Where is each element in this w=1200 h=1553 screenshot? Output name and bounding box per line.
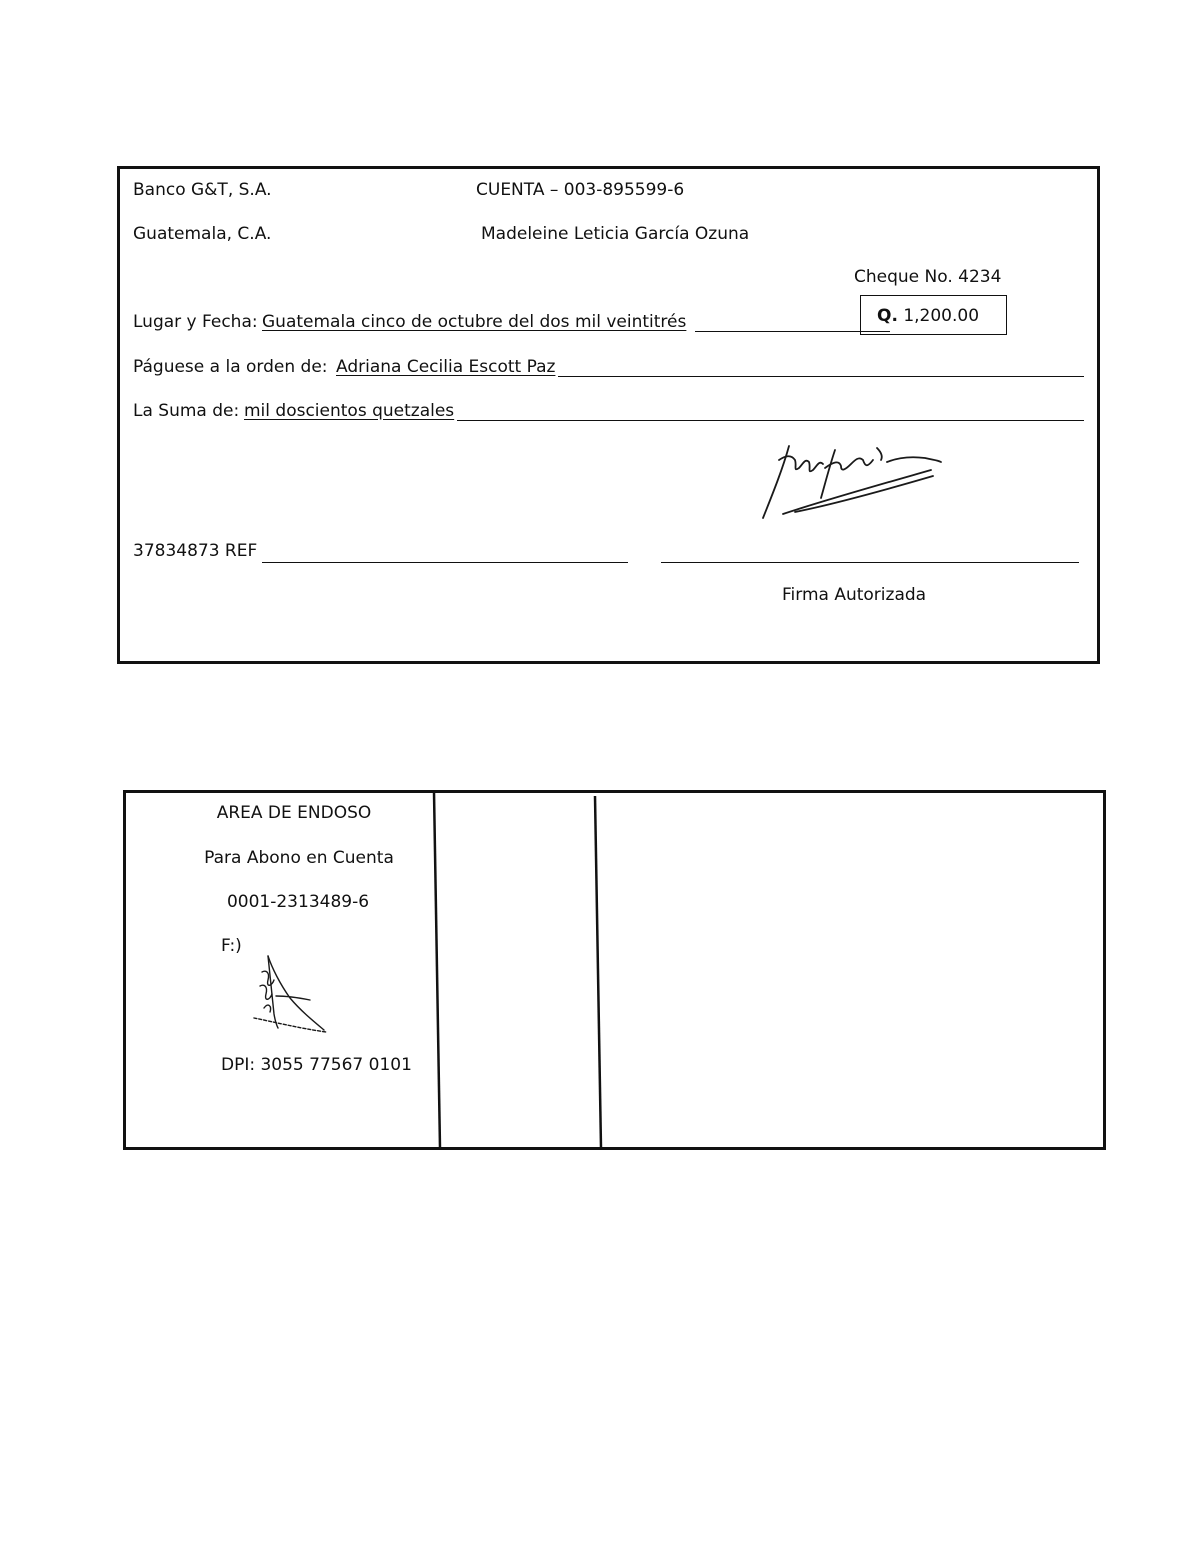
sum-value: mil doscientos quetzales bbox=[244, 401, 455, 421]
endorser-dpi: DPI: 3055 77567 0101 bbox=[221, 1055, 412, 1075]
endorser-signature-image bbox=[250, 950, 330, 1036]
endorsement-title: AREA DE ENDOSO bbox=[216, 803, 372, 823]
amount-value: 1,200.00 bbox=[903, 306, 980, 326]
account-holder: Madeleine Leticia García Ozuna bbox=[481, 224, 750, 244]
bank-location: Guatemala, C.A. bbox=[133, 224, 272, 244]
cheque-number: Cheque No. 4234 bbox=[854, 267, 1002, 287]
endorsement-signature-label: F:) bbox=[221, 936, 242, 956]
amount-currency: Q. bbox=[877, 306, 898, 326]
sum-label: La Suma de: bbox=[133, 401, 240, 421]
payee-value: Adriana Cecilia Escott Paz bbox=[336, 357, 556, 377]
endorsement-account-number: 0001-2313489-6 bbox=[226, 892, 370, 912]
place-date-value: Guatemala cinco de octubre del dos mil veintitrés bbox=[262, 312, 687, 332]
payee-label: Páguese a la orden de: bbox=[133, 357, 328, 377]
account-number: CUENTA – 003-895599-6 bbox=[476, 180, 685, 200]
reference-number: 37834873 REF bbox=[133, 541, 258, 561]
endorsement-purpose: Para Abono en Cuenta bbox=[204, 848, 394, 868]
authorized-signature-label: Firma Autorizada bbox=[782, 585, 927, 605]
place-date-label: Lugar y Fecha: bbox=[133, 312, 258, 332]
bank-name: Banco G&T, S.A. bbox=[133, 180, 272, 200]
